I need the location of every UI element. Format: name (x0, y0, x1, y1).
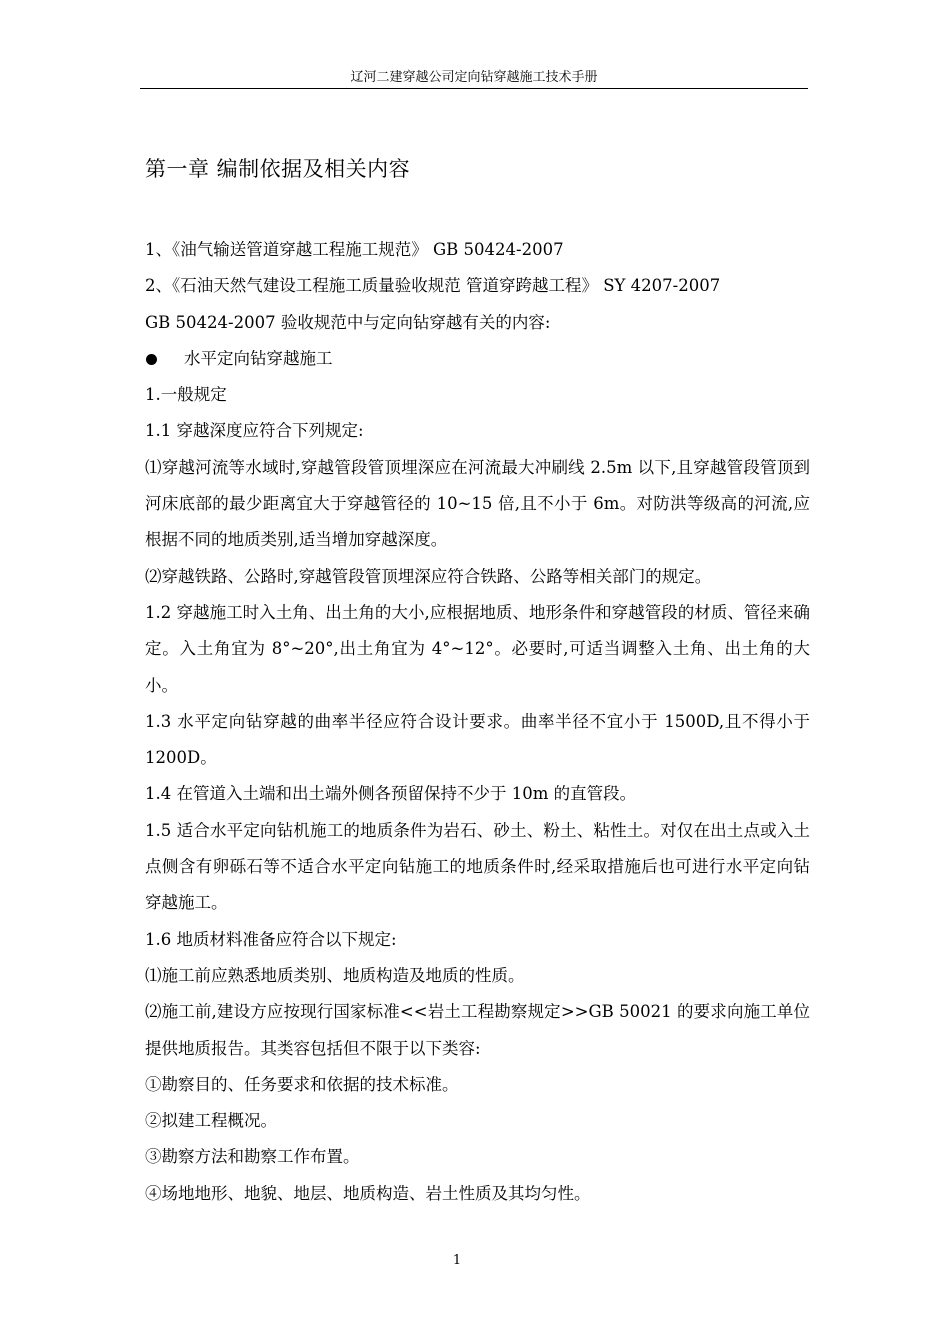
paragraph-curvature: 1.3 水平定向钻穿越的曲率半径应符合设计要求。曲率半径不宜小于 1500D,且不得小于 1200D。 (145, 711, 810, 768)
chapter-title: 第一章 编制依据及相关内容 (145, 157, 411, 181)
paragraph-geology-familiarity: ⑴施工前应熟悉地质类别、地质构造及地质的性质。 (145, 965, 525, 985)
reference-1: 1、《油气输送管道穿越工程施工规范》 GB 50424-2007 (145, 240, 564, 259)
paragraph-geology-materials: 1.6 地质材料准备应符合以下规定: (145, 929, 397, 949)
paragraph-geology-conditions: 1.5 适合水平定向钻机施工的地质条件为岩石、砂土、粉土、粘性土。对仅在出土点或入土点侧含有卵砾石等不适合水平定向钻施工的地质条件时,经采取措施后也可进行水平定向钻穿越施工。 (145, 820, 810, 913)
header-rule (140, 88, 808, 89)
running-header: 辽河二建穿越公司定向钻穿越施工技术手册 (350, 70, 598, 85)
list-item: ②拟建工程概况。 (145, 1111, 277, 1131)
paragraph-straight-section: 1.4 在管道入土端和出土端外侧各预留保持不少于 10m 的直管段。 (145, 784, 637, 804)
bullet-heading: 水平定向钻穿越施工 (184, 348, 333, 368)
page-number: 1 (452, 1253, 462, 1268)
paragraph-entry-angle: 1.2 穿越施工时入土角、出土角的大小,应根据地质、地形条件和穿越管段的材质、管径来确定。入土角宜为 8°~20°,出土角宜为 4°~12°。必要时,可适当调整入土角、出土角的大小。 (145, 602, 810, 695)
paragraph-depth-road: ⑵穿越铁路、公路时,穿越管段管顶埋深应符合铁路、公路等相关部门的规定。 (145, 566, 712, 586)
reference-2: 2、《石油天然气建设工程施工质量验收规范 管道穿跨越工程》 SY 4207-2007 (145, 276, 721, 296)
subsection-heading: 1.1 穿越深度应符合下列规定: (145, 421, 364, 441)
section-heading: 1.一般规定 (145, 385, 227, 405)
paragraph-depth-water: ⑴穿越河流等水域时,穿越管段管顶埋深应在河流最大冲刷线 2.5m 以下,且穿越管段管顶到河床底部的最少距离宜大于穿越管径的 10~15 倍,且不小于 6m。对防洪等级高的河流,应根据不同的地质类别,适当增加穿越深度。 (145, 457, 810, 550)
intro-line: GB 50424-2007 验收规范中与定向钻穿越有关的内容: (145, 312, 551, 332)
document-body (145, 232, 810, 1212)
bullet-icon (146, 354, 157, 365)
list-item: ③勘察方法和勘察工作布置。 (145, 1147, 360, 1167)
bullet-item (145, 341, 810, 377)
paragraph-geology-report: ⑵施工前,建设方应按现行国家标准<<岩土工程勘察规定>>GB 50021 的要求向施工单位提供地质报告。其类容包括但不限于以下类容: (145, 1002, 810, 1058)
list-item: ④场地地形、地貌、地层、地质构造、岩土性质及其均匀性。 (145, 1183, 591, 1203)
list-item: ①勘察目的、任务要求和依据的技术标准。 (145, 1074, 459, 1094)
